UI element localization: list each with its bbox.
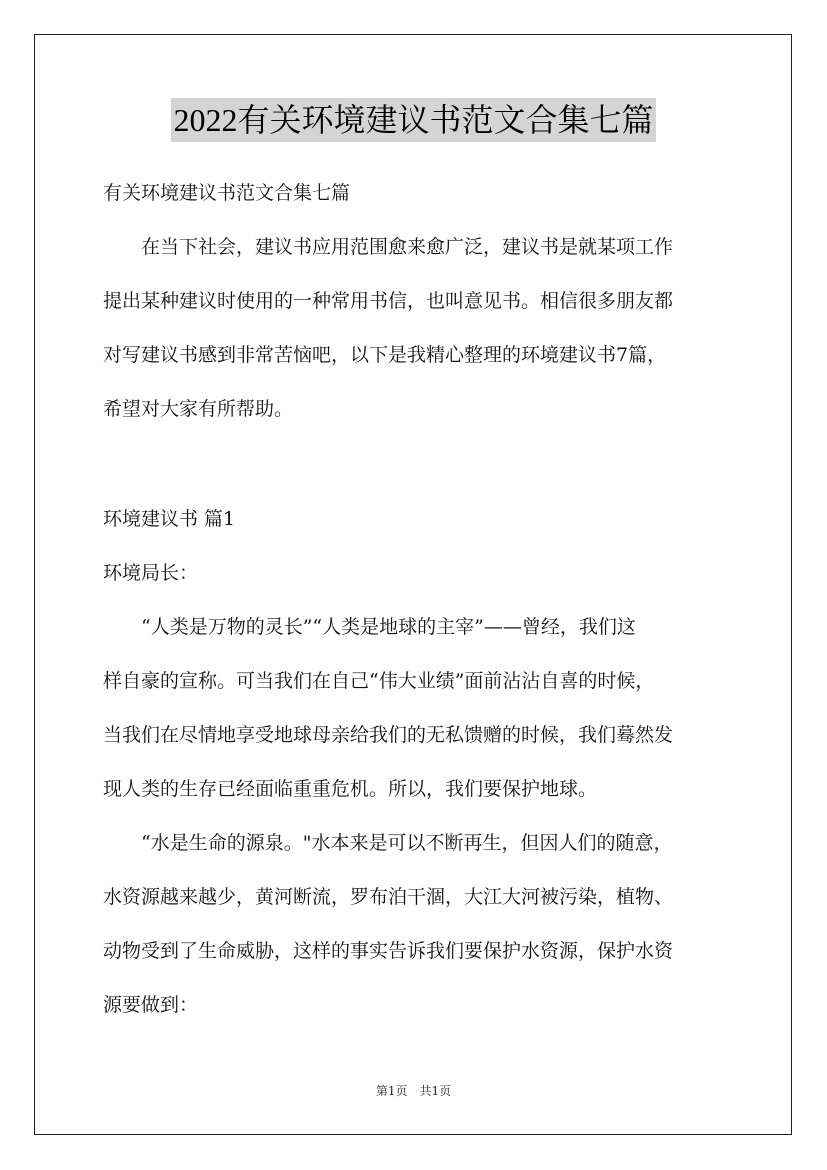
intro-line: 提出某种建议时使用的一种常用书信，也叫意见书。相信很多朋友都 (103, 290, 674, 312)
paragraph-line: 动物受到了生命威胁，这样的事实告诉我们要保护水资源，保护水资 (103, 940, 674, 962)
intro-line: 在当下社会，建议书应用范围愈来愈广泛，建议书是就某项工作 (103, 236, 674, 258)
document-subtitle: 有关环境建议书范文合集七篇 (103, 182, 351, 204)
title-container (0, 98, 827, 142)
paragraph-line: “人类是万物的灵长”“人类是地球的主宰”——曾经，我们这 (103, 616, 636, 638)
page-number: 第1页 共1页 (375, 1084, 452, 1098)
paragraph-line: “水是生命的源泉。"水本来是可以不断再生，但因人们的随意， (103, 832, 673, 854)
paragraph-line: 现人类的生存已经面临重重危机。所以，我们要保护地球。 (103, 778, 598, 800)
paragraph-line: 样自豪的宣称。可当我们在自己“伟大业绩”面前沾沾自喜的时候， (103, 670, 655, 692)
paragraph-line: 当我们在尽情地享受地球母亲给我们的无私馈赠的时候，我们蓦然发 (103, 724, 674, 746)
intro-line: 希望对大家有所帮助。 (103, 398, 294, 420)
salutation: 环境局长： (103, 562, 199, 584)
paragraph-line: 源要做到： (103, 994, 199, 1016)
document-title: 2022有关环境建议书范文合集七篇 (171, 98, 655, 142)
intro-line: 对写建议书感到非常苦恼吧，以下是我精心整理的环境建议书7篇， (103, 344, 667, 366)
section-heading: 环境建议书 篇1 (103, 508, 236, 530)
paragraph-line: 水资源越来越少，黄河断流，罗布泊干涸，大江大河被污染，植物、 (103, 886, 674, 908)
